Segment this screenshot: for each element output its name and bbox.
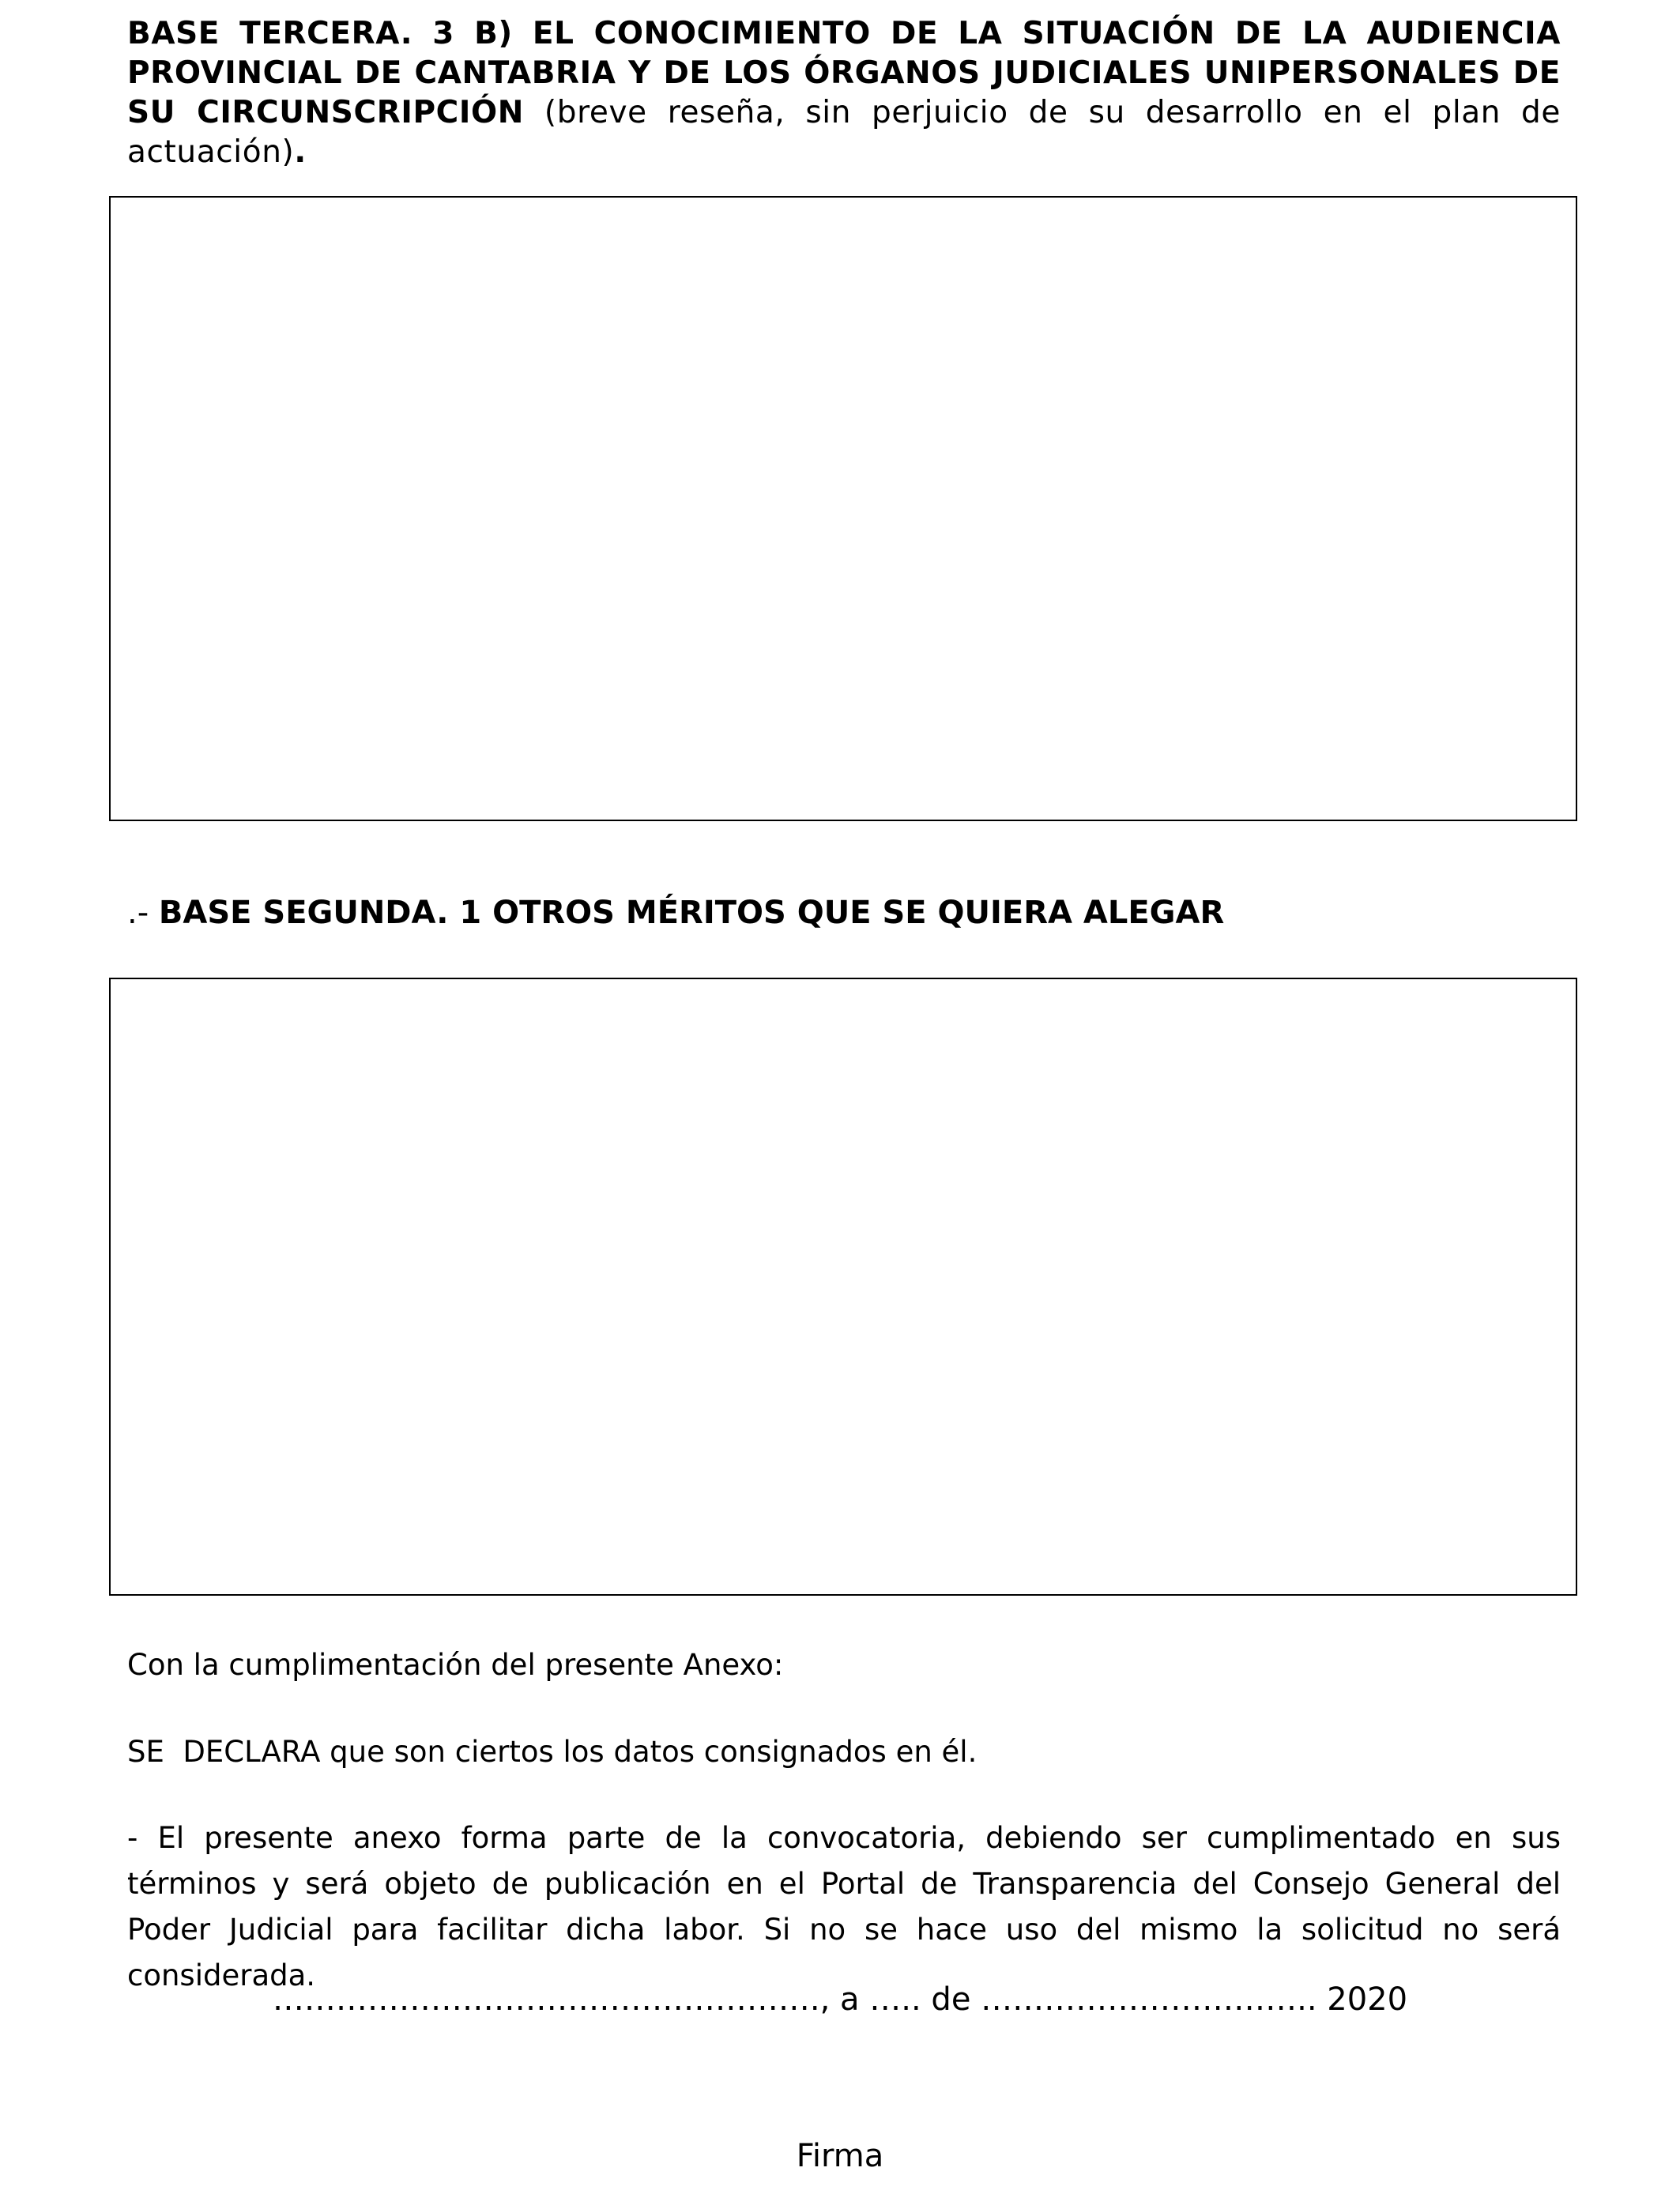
base-tercera-title: BASE TERCERA. 3 B) EL CONOCIMIENTO DE LA SITUACIÓN DE LA AUDIENCIA PROVINCIAL DE CANTABRIA Y DE LOS ÓRGANOS JUDICIALES UNIPERSONALES DE SU CIRCUNSCRIPCIÓN — [127, 16, 1561, 130]
base-tercera-heading — [127, 14, 1561, 172]
declaration-notice: - El presente anexo forma parte de la convocatoria, debiendo ser cumplimentado en sus términos y será objeto de publicación en el Portal de Transparencia del Consejo General del Poder Judicial para facilitar dicha labor. Si no se hace uso del mismo la solicitud no será considerada. — [127, 1821, 1561, 1992]
base-tercera-note: (breve reseña, sin perjuicio de su desarrollo en el plan de actuación) — [127, 95, 1561, 170]
base-tercera-text-box[interactable] — [109, 196, 1577, 821]
declaration-intro: Con la cumplimentación del presente Anexo: — [127, 1648, 784, 1682]
base-tercera-end-mark: . — [294, 134, 307, 170]
base-segunda-title: BASE SEGUNDA. 1 OTROS MÉRITOS QUE SE QUIERA ALEGAR — [158, 895, 1225, 931]
signature-label: Firma — [796, 2138, 884, 2174]
base-segunda-heading — [127, 893, 1224, 933]
otros-meritos-text-box[interactable] — [109, 978, 1577, 1596]
place-date-line: ……………………………………………., a ….. de ………………………….. 2020 — [272, 1981, 1408, 2018]
base-segunda-prefix: .- — [127, 895, 159, 931]
declaration-statement: SE DECLARA que son ciertos los datos consignados en él. — [127, 1735, 977, 1769]
